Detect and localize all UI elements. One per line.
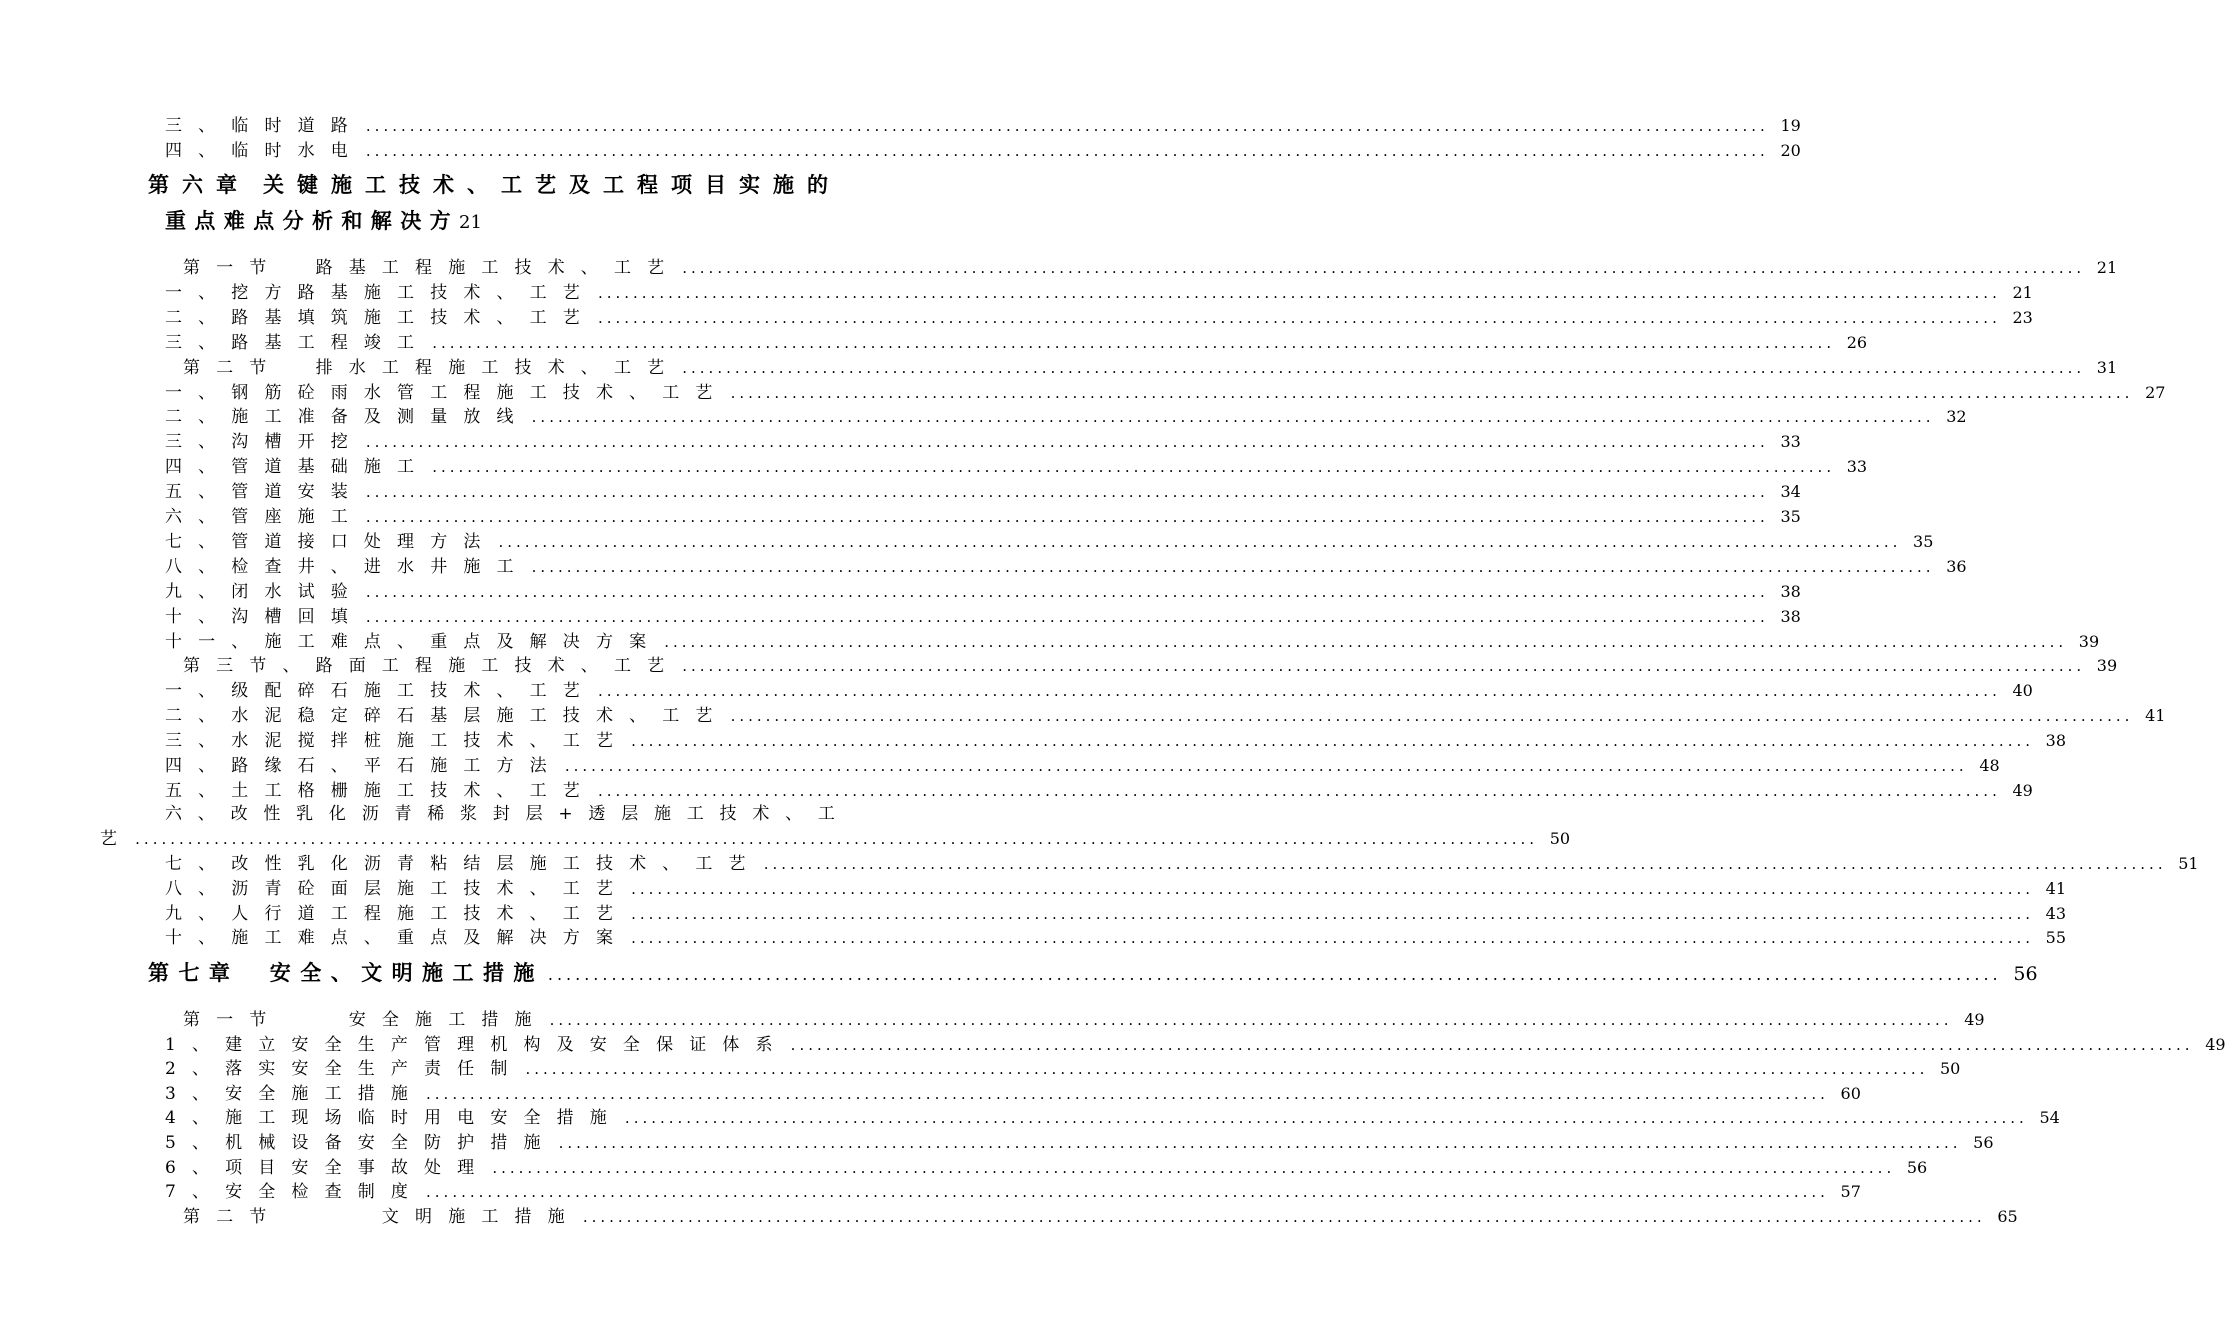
toc-entry-page: 43 [2045, 903, 2066, 923]
toc-entry-text: 第一节 路基工程施工技术、工艺 [183, 258, 681, 278]
toc-entry-page: 38 [2045, 731, 2066, 751]
toc-entry-page: 33 [1780, 432, 1801, 452]
toc-entry-page: 31 [2096, 357, 2118, 377]
spread-char: 工 [603, 173, 624, 197]
toc-entry-text: 七、改性乳化沥青粘结层施工技术、工艺 [165, 854, 762, 874]
toc-leader-dots: ................................................................................................................................................................ [763, 855, 2167, 873]
toc-entry-page: 56 [1906, 1157, 1928, 1177]
toc-entry-text: 三、临时道路 [165, 116, 364, 136]
toc-leader-dots: ................................................................................................................................................................ [682, 657, 2086, 676]
spread-char: 工 [817, 804, 835, 824]
toc-entry[interactable] [165, 902, 2066, 926]
toc-leader-dots: ................................................................................................................................................................ [597, 308, 2001, 327]
toc-entry[interactable] [165, 281, 2033, 305]
toc-wrap-entry-page: 50 [1549, 829, 1571, 848]
toc-entry-text: 一、钢筋砼雨水管工程施工技术、工艺 [165, 382, 729, 403]
toc-leader-dots: ................................................................................................................................................................ [492, 1158, 1896, 1177]
toc-entry-page: 26 [1846, 332, 1868, 352]
spread-char: 目 [705, 173, 726, 197]
chapter-6-title-line1 [148, 170, 828, 200]
toc-leader-dots: ................................................................................................................................................................ [498, 532, 1902, 551]
toc-entry-page: 38 [1780, 581, 1801, 601]
toc-entry-page: 20 [1780, 141, 1801, 160]
toc-leader-dots: ................................................................................................................................................................ [682, 259, 2086, 277]
toc-entry[interactable] [165, 1106, 2060, 1130]
spread-char: 透 [588, 804, 606, 824]
toc-entry-text: 一、挖方路基施工技术、工艺 [165, 282, 596, 303]
toc-entry-text: 2、落实安全生产责任制 [165, 1059, 524, 1080]
toc-entry-page: 38 [1780, 606, 1801, 626]
chapter-7-title [148, 958, 2038, 988]
toc-leader-dots: ................................................................................................................................................................ [426, 1183, 1829, 1202]
toc-entry-text: 三、沟槽开挖 [165, 432, 364, 453]
toc-entry-text: 四、路缘石、平石施工方法 [165, 756, 563, 776]
toc-entry-text: 二、施工准备及测量放线 [165, 407, 530, 428]
toc-entry-text: 四、管道基础施工 [165, 457, 431, 478]
spread-char: 化 [328, 804, 346, 824]
toc-entry-page: 54 [2039, 1108, 2060, 1128]
toc-entry[interactable] [165, 1082, 1861, 1106]
toc-entry[interactable] [165, 779, 2033, 803]
toc-entry[interactable] [165, 852, 2199, 876]
toc-wrap-entry-text: 艺 [100, 829, 134, 849]
toc-entry-text: 5、机械设备安全防护措施 [165, 1133, 557, 1153]
spread-char: 技 [719, 804, 737, 824]
toc-leader-dots: ................................................................................................................................................................ [365, 508, 1769, 526]
toc-leader-dots: ................................................................................................................................................................ [558, 1134, 1962, 1152]
toc-section-heading[interactable] [183, 1008, 1985, 1032]
toc-entry-text: 7、安全检查制度 [165, 1182, 425, 1203]
toc-entry-text: 五、土工格栅施工技术、工艺 [165, 780, 596, 801]
toc-entry[interactable] [165, 381, 2166, 405]
toc-leader-dots: ................................................................................................................................................................ [597, 682, 2001, 701]
toc-section-heading[interactable] [183, 256, 2118, 280]
toc-entry-page: 40 [2012, 681, 2033, 701]
spread-char: 艺 [535, 173, 556, 197]
spread-char: 层 [525, 804, 543, 824]
spread-char: 、 [467, 173, 488, 197]
toc-entry-page: 36 [1946, 556, 1967, 576]
toc-wrap-entry-line2 [100, 827, 1571, 851]
toc-entry-page: 49 [2205, 1034, 2226, 1054]
toc-entry[interactable] [165, 555, 1967, 579]
toc-entry-text: 第二节 排水工程施工技术、工艺 [183, 357, 681, 378]
chapter-7-title-text: 第七章 安全、文明施工措施 [148, 961, 544, 985]
toc-leader-dots: ................................................................................................................................................................ [624, 1109, 2028, 1128]
chapter-6-title-text: 重点难点分析和解决方 [165, 209, 459, 233]
toc-entry-text: 三、水泥搅拌桩施工技术、工艺 [165, 731, 630, 752]
toc-leader-dots: ................................................................................................................................................................ [365, 117, 1769, 135]
toc-entry[interactable] [165, 1180, 1861, 1204]
toc-entry-page: 33 [1846, 457, 1868, 477]
spread-char: 施 [331, 173, 352, 197]
spread-char: 第 [148, 173, 169, 197]
toc-entry-page: 35 [1780, 507, 1801, 526]
toc-entry-text: 十、施工难点、重点及解决方案 [165, 928, 630, 949]
toc-section-heading[interactable] [183, 1205, 2018, 1229]
toc-entry[interactable] [165, 729, 2066, 753]
toc-leader-dots: ................................................................................................................................................................ [365, 582, 1769, 601]
toc-entry[interactable] [165, 926, 2066, 950]
toc-leader-dots: ................................................................................................................................................................ [365, 433, 1769, 452]
toc-entry-page: 41 [2045, 878, 2066, 898]
spread-char: 封 [492, 804, 510, 824]
toc-entry[interactable] [165, 505, 1801, 529]
toc-leader-dots: ................................................................................................................................................................ [664, 632, 2068, 651]
toc-leader-dots: ................................................................................................................................................................ [547, 965, 2002, 984]
toc-entry-text: 一、级配碎石施工技术、工艺 [165, 681, 596, 702]
toc-entry[interactable] [165, 1057, 1961, 1081]
spread-char: 浆 [460, 804, 478, 824]
toc-entry[interactable] [165, 455, 1868, 479]
toc-leader-dots: ................................................................................................................................................................ [432, 458, 1836, 477]
toc-leader-dots: ................................................................................................................................................................ [525, 1060, 1929, 1079]
spread-char: 键 [297, 173, 318, 197]
toc-leader-dots: ................................................................................................................................................................ [426, 1084, 1829, 1103]
toc-entry[interactable] [165, 331, 1868, 355]
toc-entry[interactable] [165, 754, 2000, 778]
toc-entry-text: 6、项目安全事故处理 [165, 1157, 491, 1178]
toc-entry-text: 九、闭水试验 [165, 581, 364, 602]
toc-entry-page: 51 [2178, 854, 2199, 873]
toc-entry-page: 41 [2145, 706, 2166, 726]
spread-char: 项 [671, 173, 692, 197]
spread-char: 的 [807, 173, 828, 197]
spread-char: 、 [785, 804, 803, 824]
spread-char: 沥 [361, 804, 379, 824]
spread-char: 青 [394, 804, 412, 824]
toc-entry-text: 七、管道接口处理方法 [165, 531, 497, 552]
spread-char: 稀 [427, 804, 445, 824]
toc-entry-page: 60 [1840, 1083, 1861, 1103]
toc-entry-text: 二、水泥稳定碎石基层施工技术、工艺 [165, 706, 729, 727]
toc-entry-text: 八、沥青砼面层施工技术、工艺 [165, 878, 630, 899]
toc-entry-text: 八、检查井、进水井施工 [165, 556, 530, 577]
toc-entry[interactable] [165, 630, 2100, 654]
toc-leader-dots: ................................................................................................................................................................ [682, 358, 2086, 377]
toc-leader-dots: ................................................................................................................................................................ [597, 781, 2001, 800]
spread-char: 六 [165, 804, 182, 824]
toc-leader-dots: ................................................................................................................................................................ [531, 557, 1935, 576]
toc-section-heading[interactable] [183, 654, 2118, 678]
toc-entry[interactable] [165, 877, 2066, 901]
toc-leader-dots: ................................................................................................................................................................ [365, 142, 1769, 160]
toc-entry-page: 48 [1979, 756, 2000, 775]
toc-leader-dots: ................................................................................................................................................................ [730, 383, 2134, 402]
toc-entry-text: 九、人行道工程施工技术、工艺 [165, 903, 630, 924]
toc-entry-text: 4、施工现场临时用电安全措施 [165, 1108, 623, 1129]
spread-char: 章 [216, 173, 237, 197]
toc-leader-dots: ................................................................................................................................................................ [730, 707, 2134, 726]
toc-entry[interactable] [165, 679, 2033, 703]
chapter-6-title-line2 [165, 206, 482, 236]
toc-entry-page: 23 [2012, 307, 2033, 327]
toc-entry-text: 第二节 文明施工措施 [183, 1206, 581, 1227]
spread-char: 、 [197, 804, 215, 824]
toc-entry[interactable] [165, 430, 1801, 454]
spread-char: 技 [399, 173, 420, 197]
toc-entry-page: 34 [1780, 482, 1801, 502]
toc-entry[interactable] [165, 139, 1801, 163]
toc-entry-page: 50 [1940, 1059, 1961, 1079]
toc-leader-dots: ................................................................................................................................................................ [631, 732, 2034, 751]
toc-entry-page: 27 [2145, 382, 2166, 402]
toc-leader-dots: ................................................................................................................................................................ [631, 879, 2034, 898]
spread-char: 施 [773, 173, 794, 197]
spread-char: 层 [621, 804, 639, 824]
spread-char: 改 [230, 804, 248, 824]
toc-entry-page: 19 [1780, 116, 1801, 135]
toc-entry-text: 三、路基工程竣工 [165, 332, 431, 353]
toc-entry[interactable] [165, 480, 1801, 504]
chapter-7-page: 56 [2013, 963, 2038, 985]
toc-entry-text: 二、路基填筑施工技术、工艺 [165, 307, 596, 328]
toc-leader-dots: ................................................................................................................................................................ [365, 483, 1769, 502]
toc-leader-dots: ................................................................................................................................................................ [631, 904, 2034, 923]
spread-char: 乳 [296, 804, 314, 824]
spread-char: 工 [686, 804, 704, 824]
toc-leader-dots: ................................................................................................................................................................ [790, 1035, 2194, 1054]
toc-entry[interactable] [165, 1131, 1994, 1155]
toc-leader-dots: ................................................................................................................................................................ [564, 757, 1968, 775]
toc-leader-dots: ................................................................................................................................................................ [597, 283, 2001, 302]
toc-entry-page: 39 [2078, 631, 2100, 651]
spread-char: 施 [653, 804, 671, 824]
spread-char: + [558, 804, 573, 824]
toc-leader-dots: ................................................................................................................................................................ [135, 830, 1539, 848]
toc-entry-text: 十一、施工难点、重点及解决方案 [165, 631, 663, 652]
toc-entry-text: 六、管座施工 [165, 507, 364, 527]
toc-entry[interactable] [165, 580, 1801, 604]
toc-wrap-entry-line1 [165, 802, 835, 826]
toc-entry-text: 十、沟槽回填 [165, 606, 364, 627]
toc-leader-dots: ................................................................................................................................................................ [432, 333, 1836, 352]
toc-leader-dots: ................................................................................................................................................................ [631, 929, 2034, 948]
toc-entry[interactable] [165, 704, 2166, 728]
spread-char: 性 [263, 804, 281, 824]
toc-entry-text: 3、安全施工措施 [165, 1083, 425, 1104]
toc-entry[interactable] [165, 405, 1967, 429]
toc-entry-page: 32 [1946, 407, 1967, 427]
spread-char: 及 [569, 173, 590, 197]
toc-entry-text: 五、管道安装 [165, 482, 364, 503]
spread-char: 六 [182, 173, 203, 197]
toc-entry-text: 四、临时水电 [165, 141, 364, 161]
spread-char: 工 [365, 173, 386, 197]
spread-char: 程 [637, 173, 658, 197]
toc-entry-page: 21 [2012, 282, 2033, 302]
spread-char: 关 [263, 173, 284, 197]
toc-leader-dots: ................................................................................................................................................................ [531, 408, 1935, 427]
toc-entry-page: 55 [2045, 928, 2066, 948]
toc-entry[interactable] [165, 605, 1801, 629]
toc-section-heading[interactable] [183, 356, 2118, 380]
toc-entry-text: 第三节、路面工程施工技术、工艺 [183, 656, 681, 677]
toc-entry-text: 第一节 安全施工措施 [183, 1010, 548, 1030]
toc-leader-dots: ................................................................................................................................................................ [365, 607, 1769, 626]
toc-entry-page: 21 [2096, 258, 2118, 277]
toc-leader-dots: ................................................................................................................................................................ [582, 1207, 1986, 1226]
toc-entry-text: 1、建立安全生产管理机构及安全保证体系 [165, 1034, 789, 1055]
toc-entry-page: 35 [1913, 531, 1934, 551]
toc-entry-page: 49 [1964, 1010, 1985, 1029]
toc-entry-page: 49 [2012, 780, 2033, 800]
toc-entry[interactable] [165, 1033, 2226, 1057]
spread-char: 实 [739, 173, 760, 197]
toc-entry[interactable] [165, 530, 1934, 554]
toc-entry-page: 57 [1840, 1182, 1861, 1202]
spread-char: 术 [433, 173, 454, 197]
chapter-6-page: 21 [459, 212, 482, 233]
toc-entry[interactable] [165, 114, 1801, 138]
toc-entry[interactable] [165, 306, 2033, 330]
spread-char: 术 [752, 804, 770, 824]
toc-entry-page: 39 [2096, 656, 2118, 676]
toc-entry-page: 65 [1997, 1206, 2018, 1226]
toc-entry[interactable] [165, 1156, 1928, 1180]
toc-entry-page: 56 [1973, 1133, 1994, 1152]
spread-char: 工 [501, 173, 522, 197]
toc-leader-dots: ................................................................................................................................................................ [549, 1011, 1953, 1029]
